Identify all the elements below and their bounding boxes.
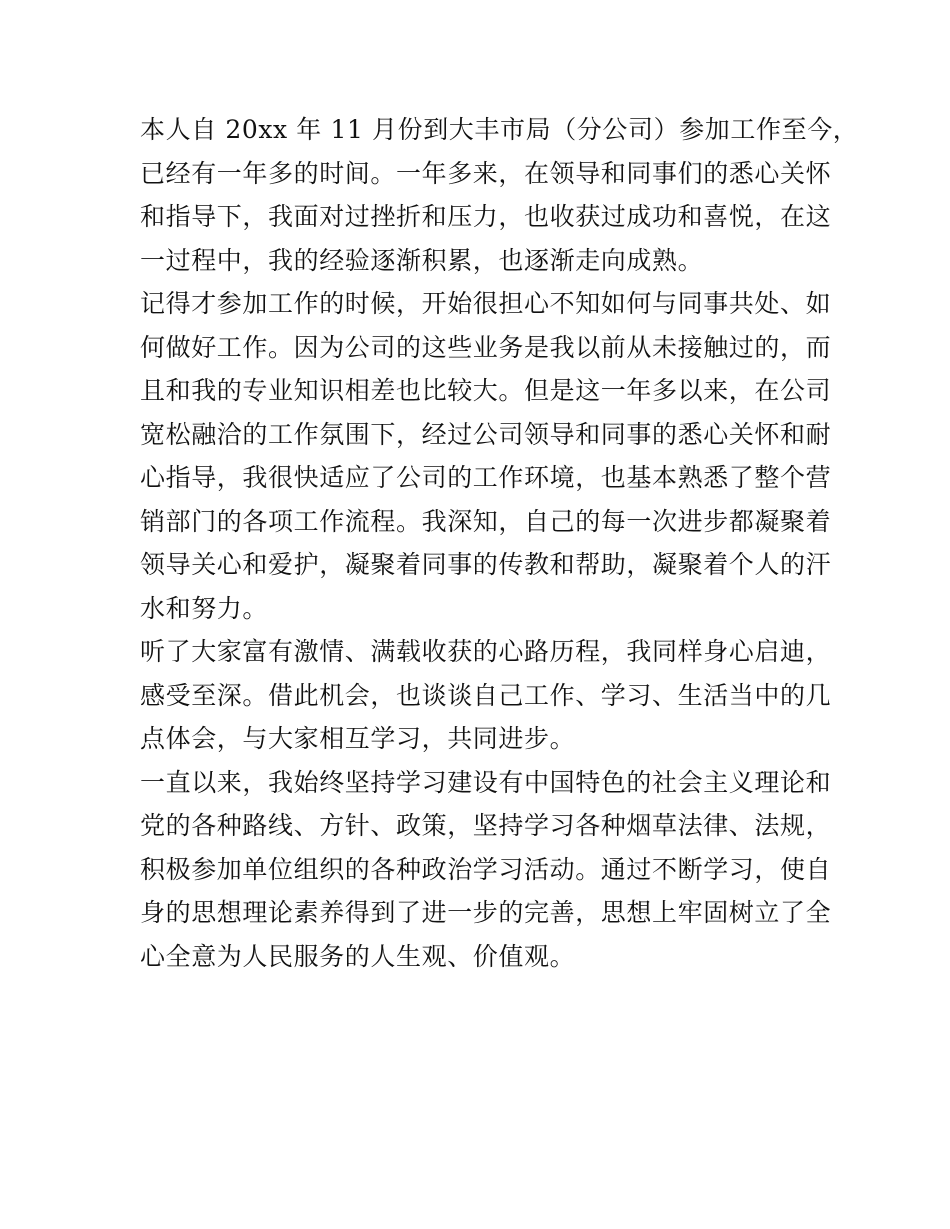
paragraph-3 (140, 630, 832, 761)
text-line: 一过程中，我的经验逐渐积累，也逐渐走向成熟。 (140, 245, 704, 275)
text-line: 销部门的各项工作流程。我深知，自己的每一次进步都凝聚着 (140, 506, 832, 536)
text-line: 何做好工作。因为公司的这些业务是我以前从未接触过的，而 (140, 332, 832, 362)
text-line: 已经有一年多的时间。一年多来，在领导和同事们的悉心关怀 (140, 158, 832, 188)
text-line: 水和努力。 (140, 593, 269, 623)
document-body (140, 108, 859, 978)
text-line: 积极参加单位组织的各种政治学习活动。通过不断学习，使自 (140, 854, 832, 884)
paragraph-2 (140, 282, 832, 630)
text-line: 宽松融洽的工作氛围下，经过公司领导和同事的悉心关怀和耐 (140, 419, 832, 449)
text-line: 感受至深。借此机会，也谈谈自己工作、学习、生活当中的几 (140, 680, 832, 710)
text-line: 身的思想理论素养得到了进一步的完善，思想上牢固树立了全 (140, 898, 832, 927)
text-line: 心全意为人民服务的人生观、价值观。 (140, 941, 576, 971)
paragraph-4 (140, 761, 832, 979)
text-line: 党的各种路线、方针、政策，坚持学习各种烟草法律、法规， (140, 811, 832, 840)
text-line: 和指导下，我面对过挫折和压力，也收获过成功和喜悦，在这 (140, 202, 832, 231)
text-line: 领导关心和爱护，凝聚着同事的传教和帮助，凝聚着个人的汗 (140, 550, 832, 579)
text-line: 记得才参加工作的时候，开始很担心不知如何与同事共处、如 (140, 289, 832, 318)
text-line: 心指导，我很快适应了公司的工作环境，也基本熟悉了整个营 (140, 463, 832, 492)
text-line: 一直以来，我始终坚持学习建设有中国特色的社会主义理论和 (140, 767, 832, 797)
paragraph-1 (140, 108, 859, 282)
text-line: 本人自 20xx 年 11 月份到大丰市局（分公司）参加工作至今， (140, 115, 859, 144)
text-line: 听了大家富有激情、满载收获的心路历程，我同样身心启迪， (140, 637, 832, 666)
text-line: 且和我的专业知识相差也比较大。但是这一年多以来，在公司 (140, 376, 832, 405)
text-line: 点体会，与大家相互学习，共同进步。 (140, 724, 576, 753)
